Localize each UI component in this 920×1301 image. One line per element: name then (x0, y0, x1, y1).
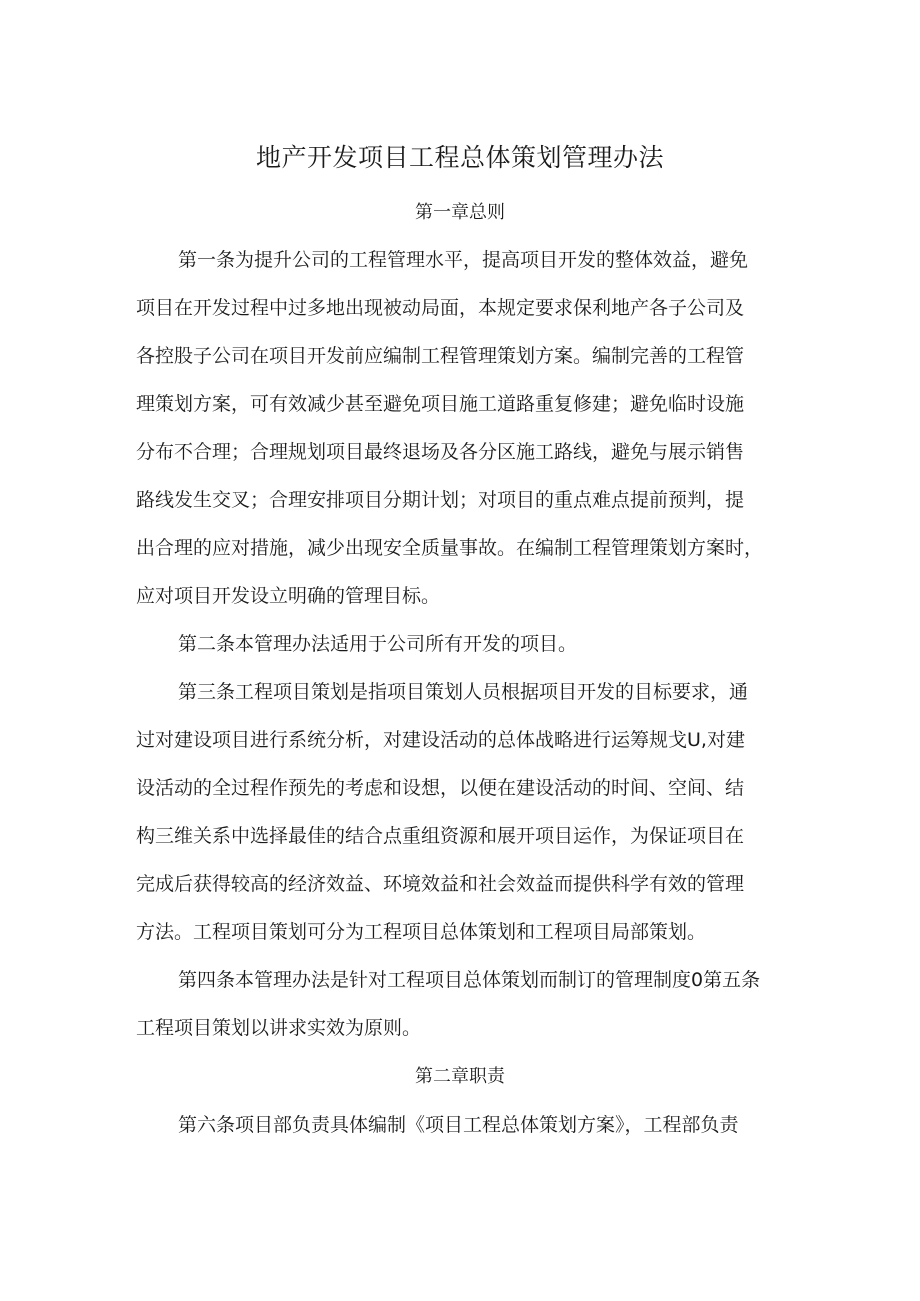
paragraph-line: 第二条本管理办法适用于公司所有开发的项目。 (178, 633, 578, 655)
paragraph-line: 完成后获得较高的经济效益、环境效益和社会效益而提供科学有效的管理 (136, 873, 745, 895)
paragraph-line: 设活动的全过程作预先的考虑和设想，以便在建设活动的时间、空间、结 (136, 777, 745, 799)
document-title: 地产开发项目工程总体策划管理办法 (255, 143, 664, 172)
paragraph-line: 路线发生交叉；合理安排项目分期计划；对项目的重点难点提前预判，提 (136, 489, 745, 511)
paragraph-line: 第一条为提升公司的工程管理水平，提高项目开发的整体效益，避免 (178, 249, 749, 271)
paragraph-line: 第三条工程项目策划是指项目策划人员根据项目开发的目标要求，通 (178, 681, 749, 703)
chapter-heading: 第二章职责 (415, 1066, 505, 1087)
paragraph-line: 第六条项目部负责具体编制《项目工程总体策划方案》，工程部负责 (178, 1114, 739, 1136)
paragraph-line: 理策划方案，可有效减少甚至避免项目施工道路重复修建；避免临时设施 (136, 393, 745, 415)
paragraph-line: 分布不合理；合理规划项目最终退场及各分区施工路线，避免与展示销售 (136, 441, 745, 463)
paragraph-line: 应对项目开发设立明确的管理目标。 (136, 585, 441, 607)
paragraph-line: 构三维关系中选择最佳的结合点重组资源和展开项目运作，为保证项目在 (136, 825, 745, 847)
paragraph-line: 方法。工程项目策划可分为工程项目总体策划和工程项目局部策划。 (136, 921, 707, 943)
paragraph-line: 过对建设项目进行系统分析，对建设活动的总体战略进行运筹规戈U,对建 (136, 729, 745, 751)
paragraph-line: 项目在开发过程中过多地出现被动局面，本规定要求保利地产各子公司及 (136, 297, 745, 319)
paragraph-line: 第四条本管理办法是针对工程项目总体策划而制订的管理制度0第五条 (178, 969, 761, 991)
paragraph-line: 各控股子公司在项目开发前应编制工程管理策划方案。编制完善的工程管 (136, 345, 745, 367)
chapter-heading: 第一章总则 (415, 202, 505, 223)
paragraph-line: 工程项目策划以讲求实效为原则。 (136, 1017, 422, 1039)
paragraph-line: 出合理的应对措施，减少出现安全质量事故。在编制工程管理策划方案时， (136, 537, 764, 559)
